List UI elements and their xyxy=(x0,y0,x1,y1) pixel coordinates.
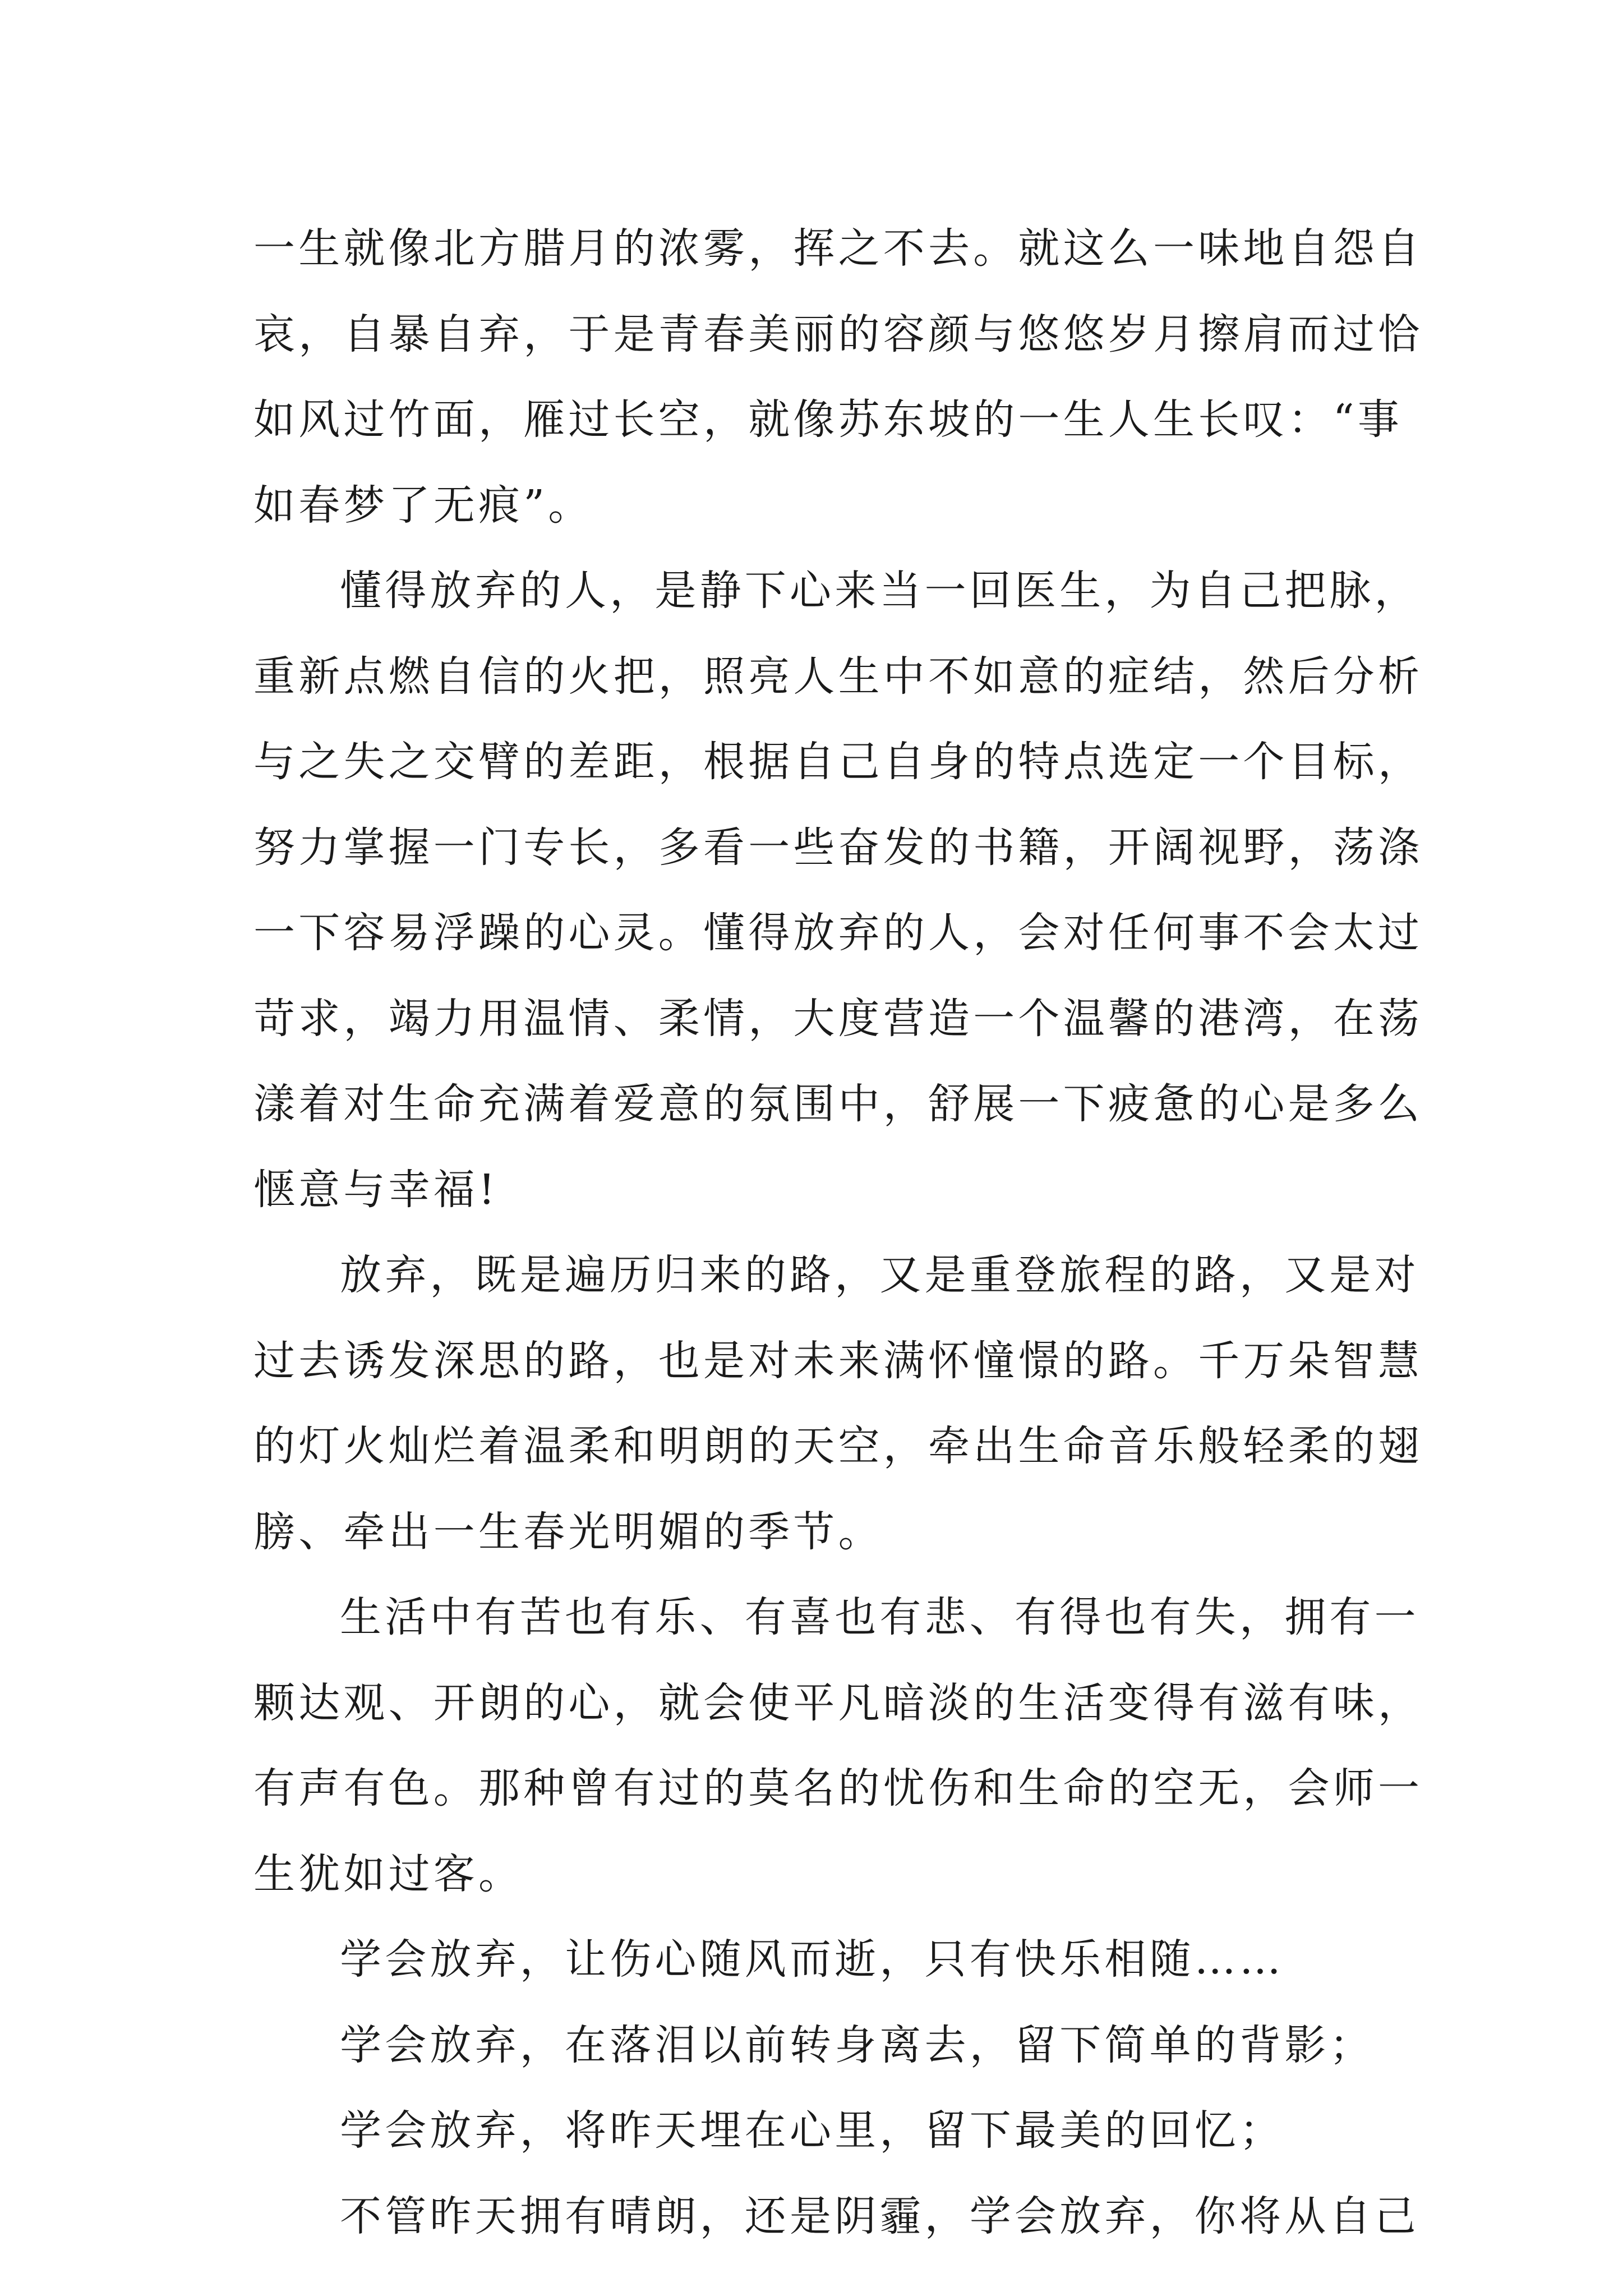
text-line: 生犹如过客。 xyxy=(253,1849,524,1898)
text-line: 一下容易浮躁的心灵。懂得放弃的人，会对任何事不会太过 xyxy=(253,909,1423,957)
text-line: 有声有色。那种曾有过的莫名的忧伤和生命的空无，会师一 xyxy=(253,1764,1423,1812)
text-line: 漾着对生命充满着爱意的氛围中，舒展一下疲惫的心是多么 xyxy=(253,1080,1423,1128)
text-line: 与之失之交臂的差距，根据自己自身的特点选定一个目标， xyxy=(253,738,1423,786)
text-line: 哀，自暴自弃，于是青春美丽的容颜与悠悠岁月擦肩而过恰 xyxy=(253,310,1423,358)
text-line: 如春梦了无痕”。 xyxy=(253,481,593,530)
text-line: 重新点燃自信的火把，照亮人生中不如意的症结，然后分析 xyxy=(253,652,1423,701)
paragraph-first-line: 生活中有苦也有乐、有喜也有悲、有得也有失，拥有一 xyxy=(340,1593,1419,1641)
text-line: 苛求，竭力用温情、柔情，大度营造一个温馨的港湾，在荡 xyxy=(253,994,1423,1043)
text-line: 膀、牵出一生春光明媚的季节。 xyxy=(253,1507,883,1556)
text-line: 努力掌握一门专长，多看一些奋发的书籍，开阔视野，荡涤 xyxy=(253,823,1423,872)
text-line: 的灯火灿烂着温柔和明朗的天空，牵出生命音乐般轻柔的翅 xyxy=(253,1422,1423,1470)
paragraph-first-line: 懂得放弃的人，是静下心来当一回医生，为自己把脉， xyxy=(340,567,1419,615)
paragraph-first-line: 学会放弃，将昨天埋在心里，留下最美的回忆； xyxy=(340,2106,1285,2155)
paragraph-first-line: 不管昨天拥有晴朗，还是阴霾，学会放弃，你将从自己 xyxy=(340,2192,1419,2240)
text-line: 过去诱发深思的路，也是对未来满怀憧憬的路。千万朵智慧 xyxy=(253,1336,1423,1385)
paragraph-first-line: 学会放弃，在落泪以前转身离去，留下简单的背影； xyxy=(340,2021,1375,2069)
paragraph-first-line: 放弃，既是遍历归来的路，又是重登旅程的路，又是对 xyxy=(340,1251,1419,1299)
text-line: 惬意与幸福! xyxy=(253,1165,499,1214)
paragraph-first-line: 学会放弃，让伤心随风而逝，只有快乐相随…… xyxy=(340,1935,1285,1984)
text-line: 颗达观、开朗的心，就会使平凡暗淡的生活变得有滋有味， xyxy=(253,1678,1423,1727)
text-line: 一生就像北方腊月的浓雾，挥之不去。就这么一味地自怨自 xyxy=(253,224,1423,273)
body-text xyxy=(253,206,1423,2259)
text-line: 如风过竹面，雁过长空，就像苏东坡的一生人生长叹：“事 xyxy=(253,395,1403,444)
